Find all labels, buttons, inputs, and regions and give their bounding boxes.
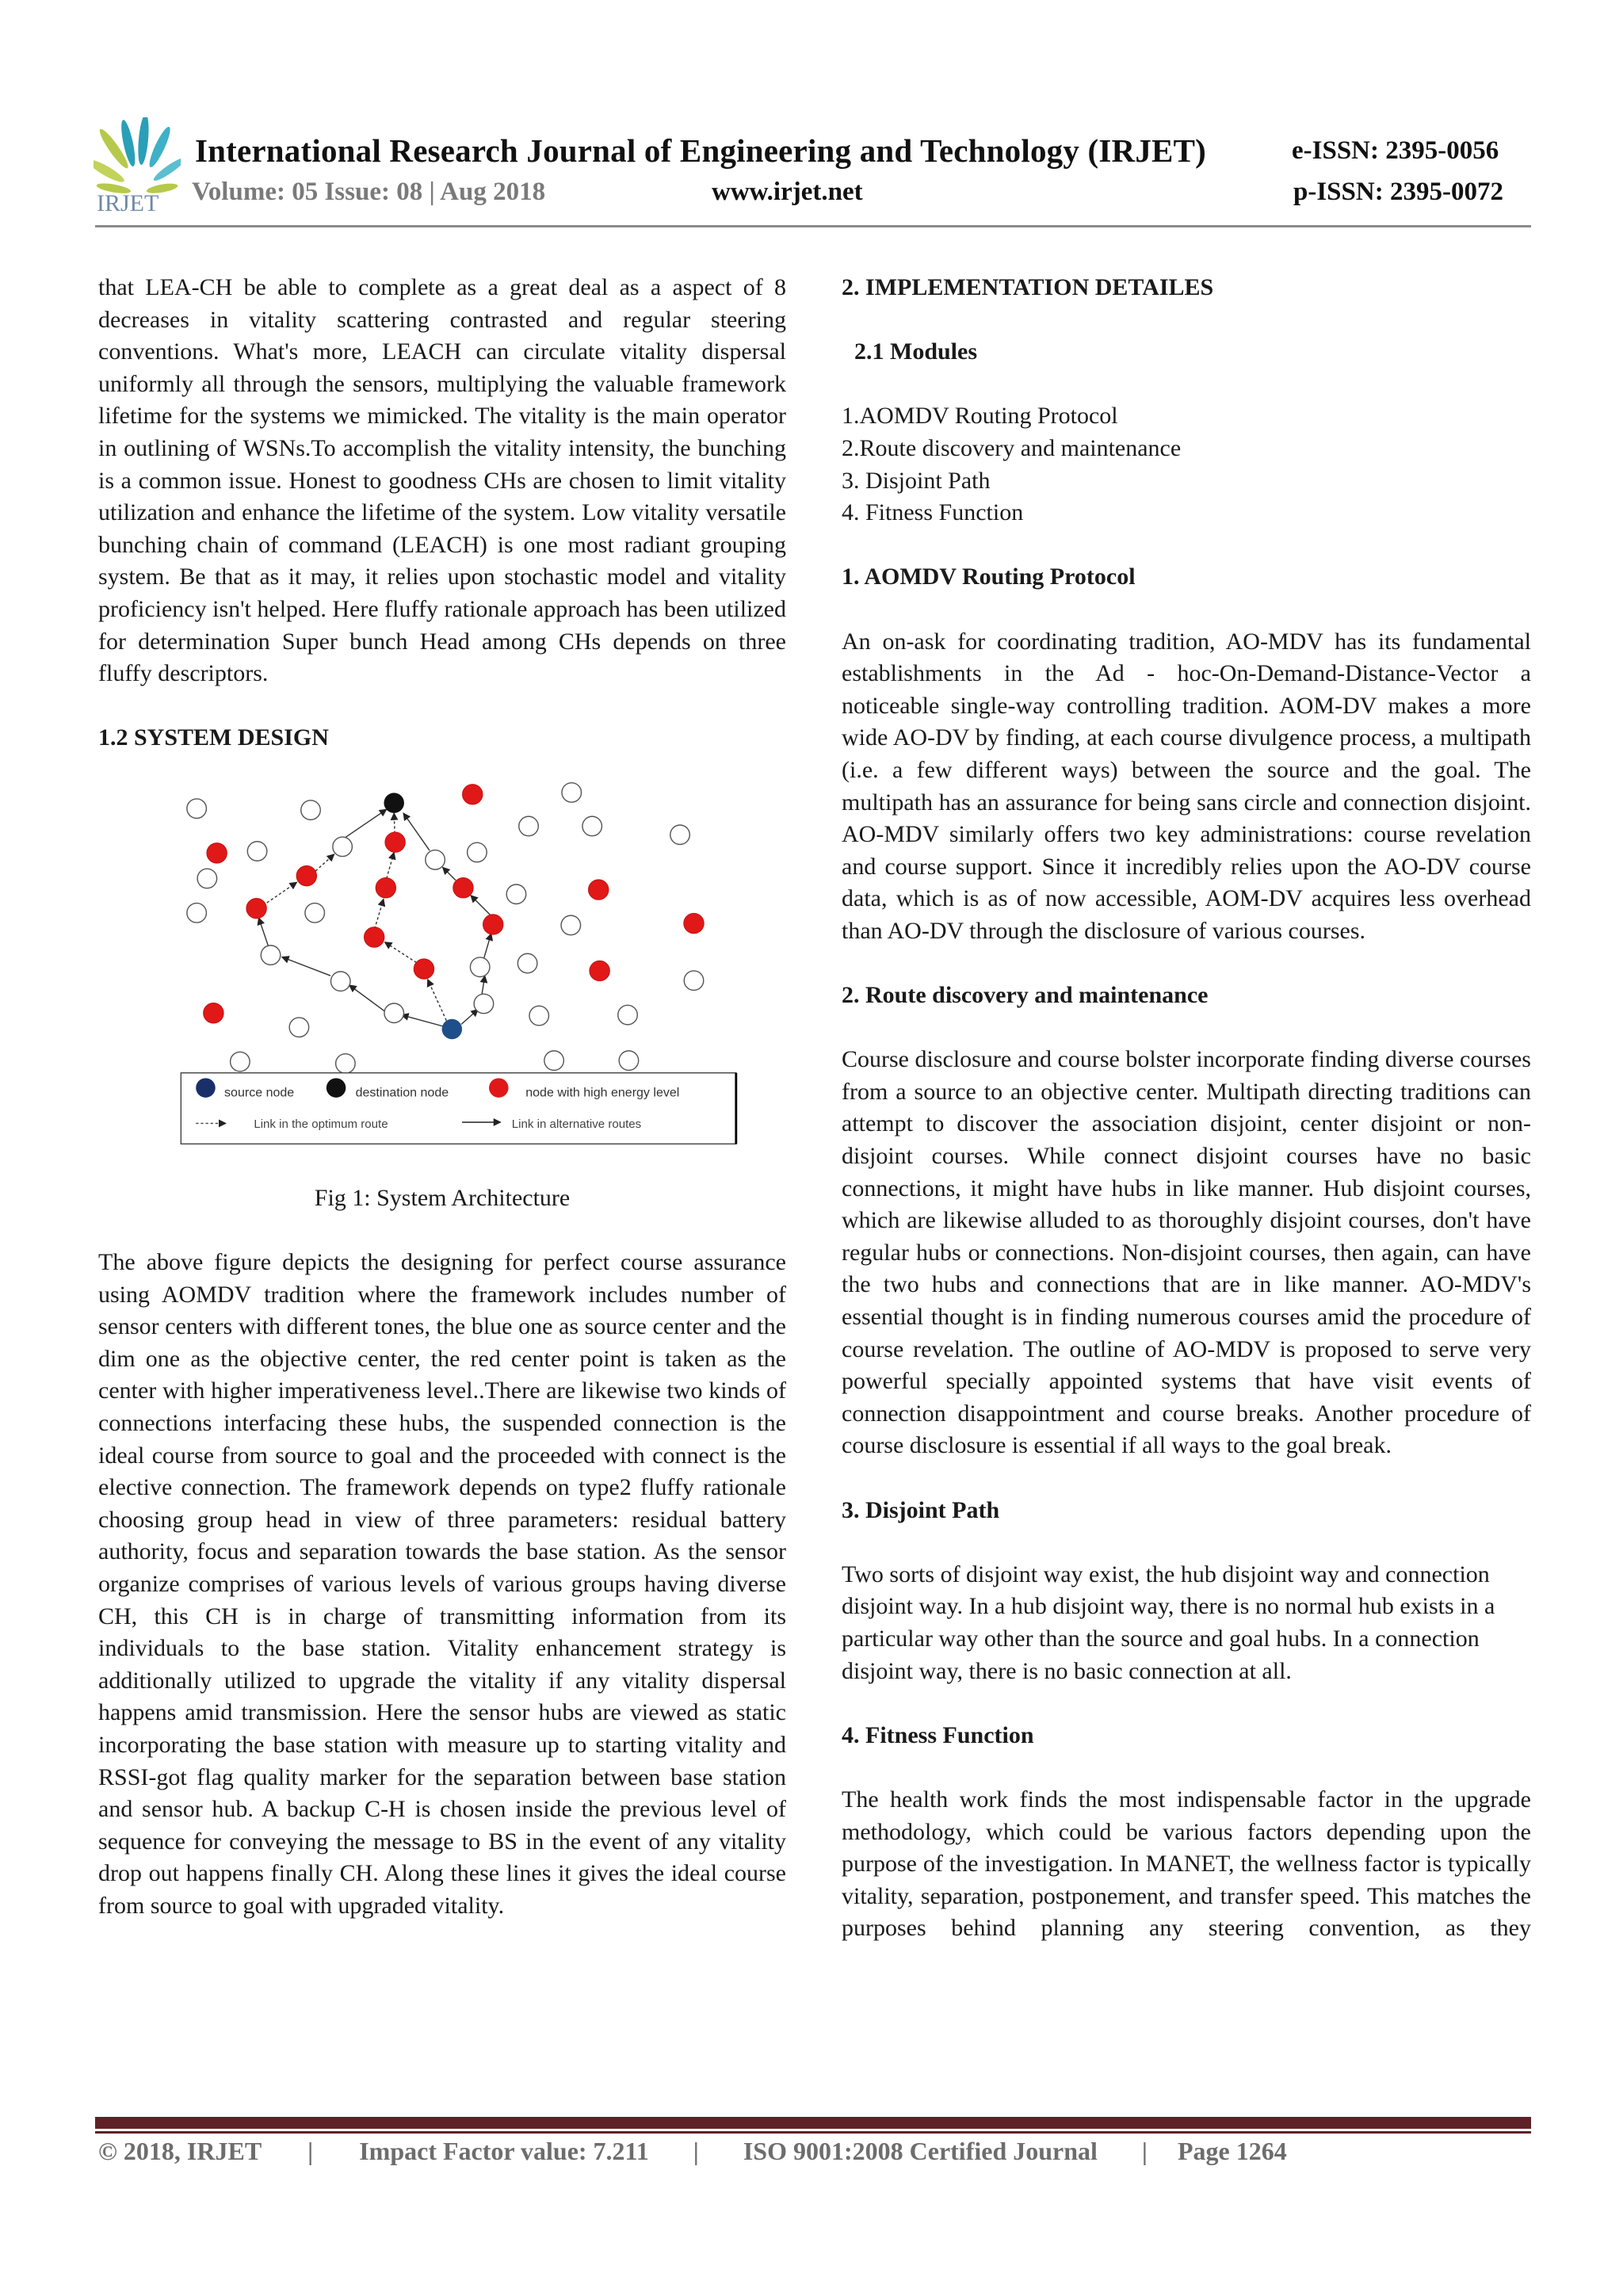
section-body-disjoint-path: Two sorts of disjoint way exist, the hub disjoint way and connection disjoint way. In a hub disjoint way, there is no normal hub exists in a particular way other than the source and goal hubs. In a connection disjoint way, there is no basic connection at all.	[842, 1561, 1495, 1684]
e-issn: e-ISSN: 2395-0056	[1292, 136, 1499, 165]
figure-caption: Fig 1: System Architecture	[314, 1184, 571, 1211]
logo-text: IRJET	[97, 190, 159, 216]
section-heading-fitness-function: 4. Fitness Function	[842, 1721, 1034, 1748]
section-heading-aomdv: 1. AOMDV Routing Protocol	[842, 563, 1136, 590]
section-heading-disjoint-path: 3. Disjoint Path	[842, 1496, 1000, 1523]
implementation-heading: 2. IMPLEMENTATION DETAILES	[842, 274, 1214, 300]
journal-title: International Research Journal of Engineering and Technology (IRJET)	[195, 132, 1206, 169]
section-body-fitness-function: The health work finds the most indispensable factor in the upgrade methodology, which could be various factors depending upon the purpose of the investigation. In MANET, the wellness factor is typically vitality, separation, postponement, and transfer speed. This matches the purposes behind planning any steering convention, as they	[842, 1786, 1531, 1942]
description-paragraph: The above figure depicts the designing for perfect course assurance using AOMDV tradition where the framework includes number of sensor centers with different tones, the blue one as source center and the dim one as the objective center, the red center point is taken as the center with higher imperativeness level..There are likewise two kinds of connections interfacing these hubs, the suspended connection is the ideal course from source to goal and the proceeded with connect is the elective connection. The framework depends on type2 fluffy rationale choosing group head in view of three parameters: residual battery authority, focus and separation towards the base station. As the sensor organize comprises of various levels of various groups having diverse CH, this CH is in charge of transmitting information from its individuals to the base station. Vitality enhancement strategy is additionally utilized to upgrade the vitality if any vitality dispersal happens amid transmission. Here the sensor hubs are viewed as static incorporating the base station with measure up to starting vitality and RSSI-got flag quality marker for the separation between base station and sensor hub. A backup C-H is chosen inside the previous level of sequence for conveying the message to BS in the event of any vitality drop out happens finally CH. Along these lines it gives the ideal course from source to goal with upgraded vitality.	[98, 1249, 786, 1919]
intro-paragraph: that LEA-CH be able to complete as a great deal as a aspect of 8 decreases in vitality scattering contrasted and regular steering conventions. What's more, LEACH can circulate vitality dispersal uniformly all through the sensors, multiplying the valuable framework lifetime for the systems we mimicked. The vitality is the main operator in outlining of WSNs.To accomplish the vitality intensity, the bunching is a common issue. Honest to goodness CHs are chosen to limit vitality utilization and enhance the lifetime of the system. Low vitality versatile bunching chain of command (LEACH) is one most radiant grouping system. Be that as it may, it relies upon stochastic model and vitality proficiency isn't helped. Here fluffy rationale approach has been utilized for determination Super bunch Head among CHs depends on three fluffy descriptors.	[98, 274, 786, 687]
left-column	[98, 272, 786, 1923]
module-item: 1.AOMDV Routing Protocol	[842, 403, 1118, 430]
network-diagram	[170, 772, 756, 1168]
footer-separator: |	[1141, 2137, 1148, 2165]
website-link[interactable]: www.irjet.net	[712, 178, 863, 206]
header-divider	[95, 225, 1531, 227]
section-body-route-discovery: Course disclosure and course bolster incorporate finding diverse courses from a source to an objective center. Multipath directing traditions can attempt to discover the association disjoint, center disjoint or non-disjoint courses. While connect disjoint courses have no basic connections, it might have hubs in like manner. Hub disjoint courses, which are likewise alluded to as thoroughly disjoint courses, don't have regular hubs or connections. Non-disjoint courses, then again, can have the two hubs and connections that are in like manner. AO-MDV's essential thought is in finding numerous courses amid the procedure of course revelation. The outline of AO-MDV is proposed to serve very powerful specially appointed systems that have visit events of connection disappointment and course breaks. Another procedure of course disclosure is essential if all ways to the goal break.	[842, 1046, 1531, 1459]
system-design-heading: 1.2 SYSTEM DESIGN	[98, 724, 329, 751]
impact-factor: Impact Factor value: 7.211	[359, 2137, 649, 2165]
volume-issue: Volume: 05 Issue: 08 | Aug 2018	[192, 178, 546, 206]
svg-text:source node: source node	[224, 1085, 295, 1100]
right-column	[842, 272, 1531, 1945]
leaf-logo-icon	[94, 117, 181, 216]
svg-text:Link in alternative routes: Link in alternative routes	[511, 1117, 642, 1131]
source-node	[442, 1019, 462, 1039]
copyright: © 2018, IRJET	[98, 2137, 262, 2165]
system-architecture-figure	[170, 772, 756, 1168]
section-heading-route-discovery: 2. Route discovery and maintenance	[842, 982, 1209, 1009]
svg-text:node with high energy level: node with high energy level	[525, 1085, 680, 1100]
footer-separator: |	[307, 2137, 314, 2165]
figure-legend	[181, 1073, 735, 1144]
svg-text:destination node: destination node	[355, 1085, 449, 1100]
p-issn: p-ISSN: 2395-0072	[1293, 178, 1503, 206]
iso-certification: ISO 9001:2008 Certified Journal	[743, 2137, 1098, 2165]
footer-separator: |	[693, 2137, 699, 2165]
destination-node	[384, 793, 403, 812]
page-footer	[98, 2137, 1287, 2166]
module-item: 3. Disjoint Path	[842, 467, 991, 494]
page-number: Page 1264	[1177, 2137, 1287, 2165]
module-item: 2.Route discovery and maintenance	[842, 434, 1182, 461]
footer-rule	[95, 2131, 1531, 2134]
svg-text:Link in the optimum route: Link in the optimum route	[254, 1117, 388, 1131]
module-item: 4. Fitness Function	[842, 499, 1024, 526]
irjet-logo	[94, 117, 181, 216]
high-energy-nodes	[204, 784, 705, 1022]
footer-bar	[95, 2117, 1531, 2129]
section-body-aomdv: An on-ask for coordinating tradition, AO-MDV has its fundamental establishments in the Ad - hoc-On-Demand-Distance-Vector a noticeable single-way controlling tradition. AOM-DV makes a more wide AO-DV by finding, at each course divulgence process, a multipath (i.e. a few different ways) between the source and the goal. The multipath has an assurance for being sans circle and connection disjoint. AO-MDV similarly offers two key administrations: course revelation and course support. Since it incredibly relies upon the AO-DV course data, which is as of now accessible, AOM-DV acquires less overhead than AO-DV through the disclosure of various courses.	[842, 628, 1531, 944]
modules-heading: 2.1 Modules	[854, 338, 978, 365]
